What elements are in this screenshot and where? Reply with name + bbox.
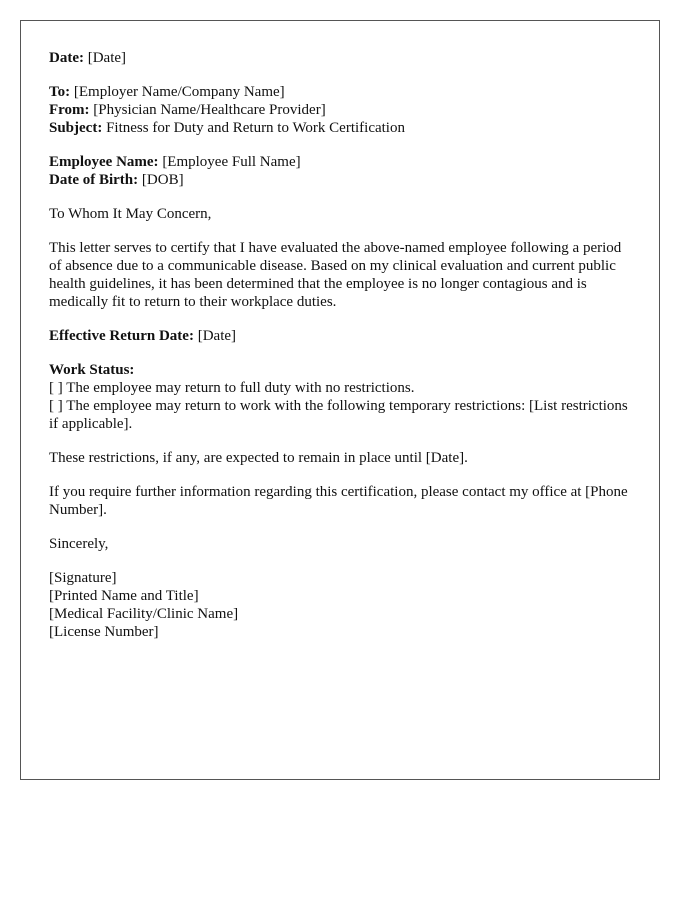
effective-return-line	[49, 327, 631, 345]
employee-name-line	[49, 153, 631, 171]
restrictions-note: These restrictions, if any, are expected to remain in place until [Date].	[49, 450, 468, 466]
date-label: Date:	[49, 50, 84, 66]
subject-label: Subject:	[49, 120, 103, 136]
dob-label: Date of Birth:	[49, 172, 139, 188]
printed-name-line: [Printed Name and Title]	[49, 588, 199, 604]
license-number-line: [License Number]	[49, 624, 159, 640]
date-line	[49, 49, 631, 67]
date-value: [Date]	[87, 50, 127, 66]
salutation: To Whom It May Concern,	[49, 206, 212, 222]
effective-return-value: [Date]	[197, 328, 237, 344]
closing: Sincerely,	[49, 536, 109, 552]
dob-value: [DOB]	[141, 172, 184, 188]
work-status-block	[49, 361, 631, 433]
to-value: [Employer Name/Company Name]	[73, 84, 285, 100]
work-status-option-full-duty: [ ] The employee may return to full duty with no restrictions.	[49, 380, 415, 396]
from-line	[49, 101, 631, 119]
signature-block	[49, 569, 631, 641]
facility-name-line: [Medical Facility/Clinic Name]	[49, 606, 239, 622]
work-status-label: Work Status:	[49, 362, 135, 378]
subject-value: Fitness for Duty and Return to Work Certification	[106, 120, 405, 136]
from-value: [Physician Name/Healthcare Provider]	[93, 102, 326, 118]
dob-line	[49, 171, 631, 189]
effective-return-label: Effective Return Date:	[49, 328, 194, 344]
to-label: To:	[49, 84, 71, 100]
header-block	[49, 83, 631, 137]
from-label: From:	[49, 102, 90, 118]
letter-page	[20, 20, 660, 780]
employee-name-label: Employee Name:	[49, 154, 159, 170]
work-status-option-restricted: [ ] The employee may return to work with the following temporary restrictions: [List restrictions if applicable].	[49, 398, 628, 432]
employee-name-value: [Employee Full Name]	[162, 154, 301, 170]
employee-block	[49, 153, 631, 189]
body-paragraph: This letter serves to certify that I have evaluated the above-named employee following a period of absence due to a communicable disease. Based on my clinical evaluation and current public health guidelines, it has been determined that the employee is no longer contagious and is medically fit to return to their workplace duties.	[49, 240, 622, 310]
signature-line: [Signature]	[49, 570, 117, 586]
subject-line	[49, 119, 631, 137]
to-line	[49, 83, 631, 101]
contact-note: If you require further information regarding this certification, please contact my office at [Phone Number].	[49, 484, 628, 518]
